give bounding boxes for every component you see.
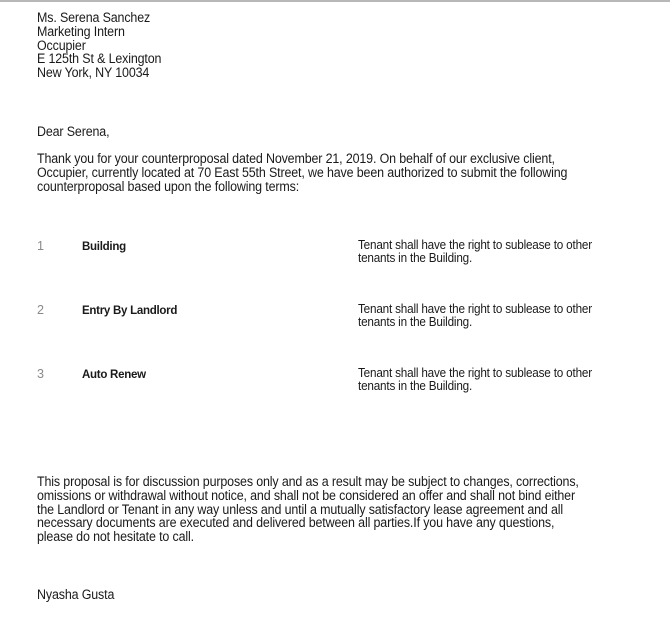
intro-line: Thank you for your counterproposal dated November 21, 2019. On behalf of our exclusive client, [37, 151, 555, 166]
recipient-address-block [37, 11, 171, 80]
recipient-company: Occupier [37, 37, 86, 53]
intro-line: Occupier, currently located at 70 East 55th Street, we have been authorized to submit the following [37, 164, 568, 180]
term-row [0, 303, 670, 343]
signature-name: Nyasha Gusta [37, 587, 115, 602]
term-description: Tenant shall have the right to sublease to other tenants in the Building. [358, 366, 592, 394]
recipient-street: E 125th St & Lexington [37, 51, 162, 67]
term-number: 2 [37, 303, 45, 317]
disclaimer-paragraph [37, 475, 647, 544]
term-description: Tenant shall have the right to sublease to other tenants in the Building. [358, 238, 592, 266]
intro-line: counterproposal based upon the following terms: [37, 178, 300, 194]
disclaimer-line: This proposal is for discussion purposes only and as a result may be subject to changes, corrections, [37, 474, 579, 489]
disclaimer-line: necessary documents are executed and delivered between all parties.If you have any questions, [37, 515, 555, 531]
term-number: 1 [37, 239, 45, 253]
disclaimer-line: omissions or withdrawal without notice, and shall not be considered an offer and shall not bind either [37, 487, 575, 503]
salutation: Dear Serena, [37, 124, 110, 139]
term-row [0, 239, 670, 279]
term-row [0, 367, 670, 407]
term-label: Auto Renew [82, 367, 146, 381]
recipient-city-state-zip: New York, NY 10034 [37, 65, 150, 81]
intro-paragraph [37, 152, 637, 193]
disclaimer-line: the Landlord or Tenant in any way unless and until a mutually satisfactory lease agreement and all [37, 501, 564, 517]
term-description: Tenant shall have the right to sublease to other tenants in the Building. [358, 302, 592, 330]
recipient-title: Marketing Intern [37, 23, 125, 39]
term-number: 3 [37, 367, 45, 381]
disclaimer-line: please do not hesitate to call. [37, 529, 194, 545]
term-label: Entry By Landlord [82, 303, 178, 317]
term-label: Building [82, 239, 126, 253]
recipient-name: Ms. Serena Sanchez [37, 10, 151, 25]
